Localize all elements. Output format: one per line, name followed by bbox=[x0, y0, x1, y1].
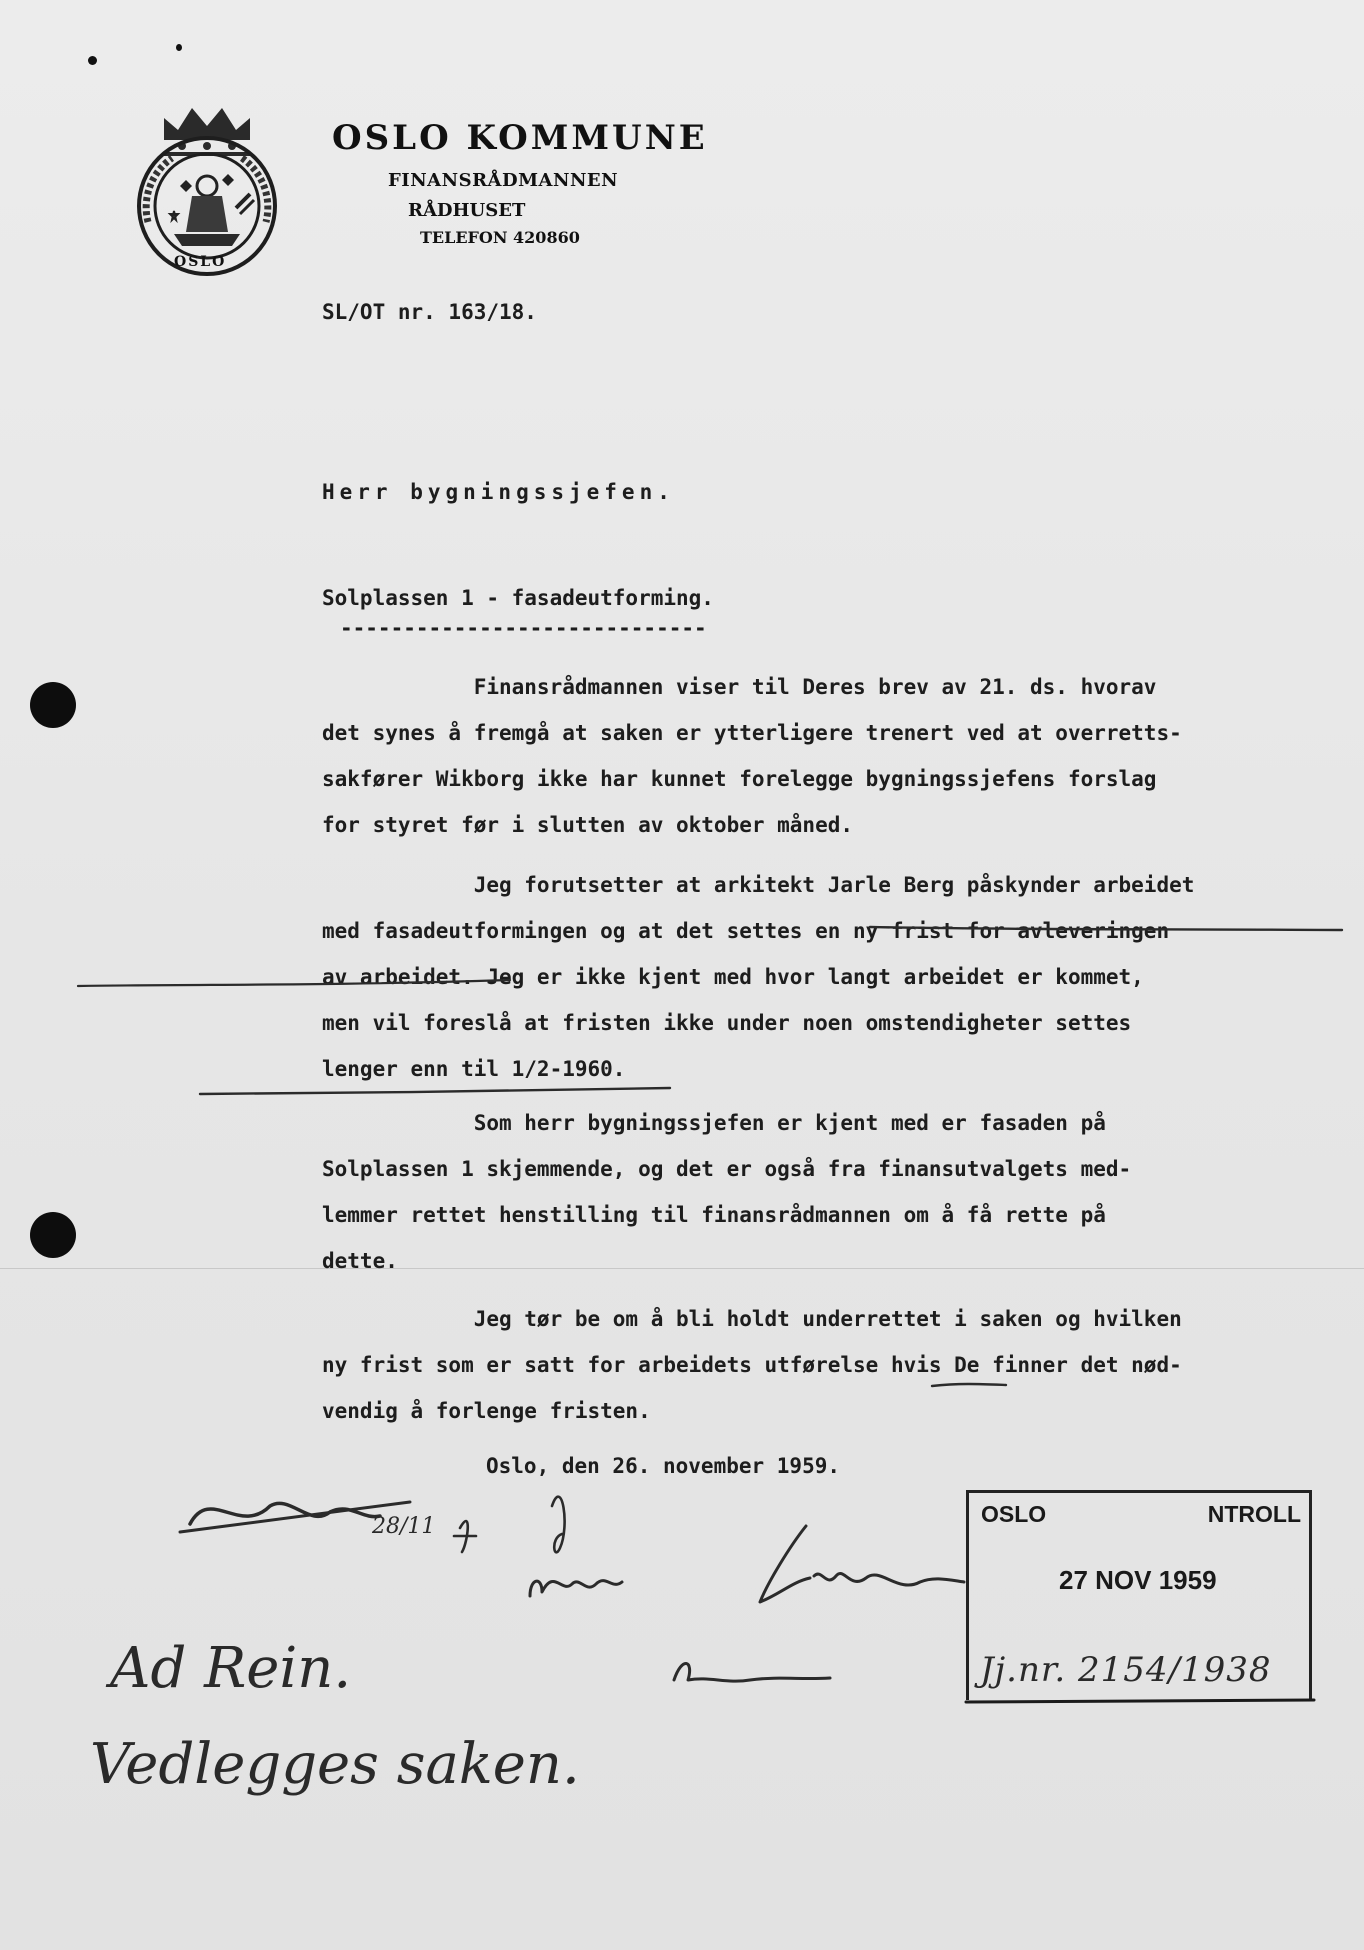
handwritten-date: 28/11 bbox=[372, 1514, 436, 1539]
punch-hole bbox=[30, 682, 76, 728]
pen-underlines bbox=[70, 910, 1360, 1100]
oslo-seal-icon bbox=[112, 96, 302, 276]
paragraph-line: lenger enn til 1/2-1960. bbox=[322, 1057, 626, 1081]
reference-number: SL/OT nr. 163/18. bbox=[322, 300, 537, 324]
department-name: FINANSRÅDMANNEN bbox=[388, 170, 619, 191]
paragraph-line: vendig å forlenge fristen. bbox=[322, 1399, 651, 1423]
speck-mark bbox=[88, 56, 97, 65]
paragraph-line: Solplassen 1 skjemmende, og det er også fra finansutvalgets med- bbox=[322, 1157, 1132, 1181]
paragraph-line: av arbeidet. Jeg er ikke kjent med hvor langt arbeidet er kommet, bbox=[322, 965, 1144, 989]
place-and-date: Oslo, den 26. november 1959. bbox=[486, 1454, 841, 1478]
paragraph-line: lemmer rettet henstilling til finansrådmannen om å få rette på bbox=[322, 1203, 1106, 1227]
punch-hole bbox=[30, 1212, 76, 1258]
subject-line: Solplassen 1 - fasadeutforming. bbox=[322, 586, 714, 610]
phone-number: TELEFON 420860 bbox=[420, 228, 580, 247]
paragraph-line: Jeg tør be om å bli holdt underrettet i saken og hvilken bbox=[322, 1307, 1182, 1331]
handwritten-signatures bbox=[150, 1466, 970, 1616]
recipient-line: Herr bygningssjefen. bbox=[322, 480, 675, 504]
handwritten-note-line-2: Vedlegges saken. bbox=[90, 1732, 580, 1797]
organization-name: OSLO KOMMUNE bbox=[332, 118, 708, 158]
stamp-bottom-border bbox=[960, 1690, 1320, 1710]
paragraph-line: Som herr bygningssjefen er kjent med er fasaden på bbox=[322, 1111, 1106, 1135]
paragraph-line: det synes å fremgå at saken er ytterligere trenert ved at overretts- bbox=[322, 721, 1182, 745]
seal-text: OSLO bbox=[174, 254, 227, 270]
pen-underline-hvis bbox=[930, 1378, 1010, 1392]
building-name: RÅDHUSET bbox=[408, 200, 526, 221]
paragraph-line: for styret før i slutten av oktober måned. bbox=[322, 813, 854, 837]
paragraph-line: ny frist som er satt for arbeidets utførelse hvis De finner det nød- bbox=[322, 1353, 1182, 1377]
paragraph-line: Jeg forutsetter at arkitekt Jarle Berg påskynder arbeidet bbox=[322, 873, 1195, 897]
paragraph-line: Finansrådmannen viser til Deres brev av 21. ds. hvorav bbox=[322, 675, 1157, 699]
subject-underline: ----------------------------- bbox=[340, 616, 707, 640]
speck-mark bbox=[176, 44, 182, 51]
stamp-city: OSLO bbox=[981, 1501, 1047, 1527]
paragraph-line: men vil foreslå at fristen ikke under noen omstendigheter settes bbox=[322, 1011, 1132, 1035]
journal-number: Jj.nr. 2154/1938 bbox=[980, 1650, 1272, 1690]
paragraph-3 bbox=[322, 1100, 1282, 1284]
handwritten-note-line-1: Ad Rein. bbox=[110, 1636, 352, 1701]
initial-scribble bbox=[670, 1650, 850, 1700]
stamp-date: 27 NOV 1959 bbox=[1059, 1565, 1217, 1595]
paragraph-line: med fasadeutformingen og at det settes en ny frist for avleveringen bbox=[322, 919, 1170, 943]
paragraph-line: dette. bbox=[322, 1249, 398, 1273]
paragraph-1 bbox=[322, 664, 1282, 848]
paragraph-4 bbox=[322, 1296, 1282, 1434]
paragraph-line: sakfører Wikborg ikke har kunnet forelegge bygningssjefens forslag bbox=[322, 767, 1157, 791]
stamp-label: NTROLL bbox=[1207, 1501, 1301, 1527]
